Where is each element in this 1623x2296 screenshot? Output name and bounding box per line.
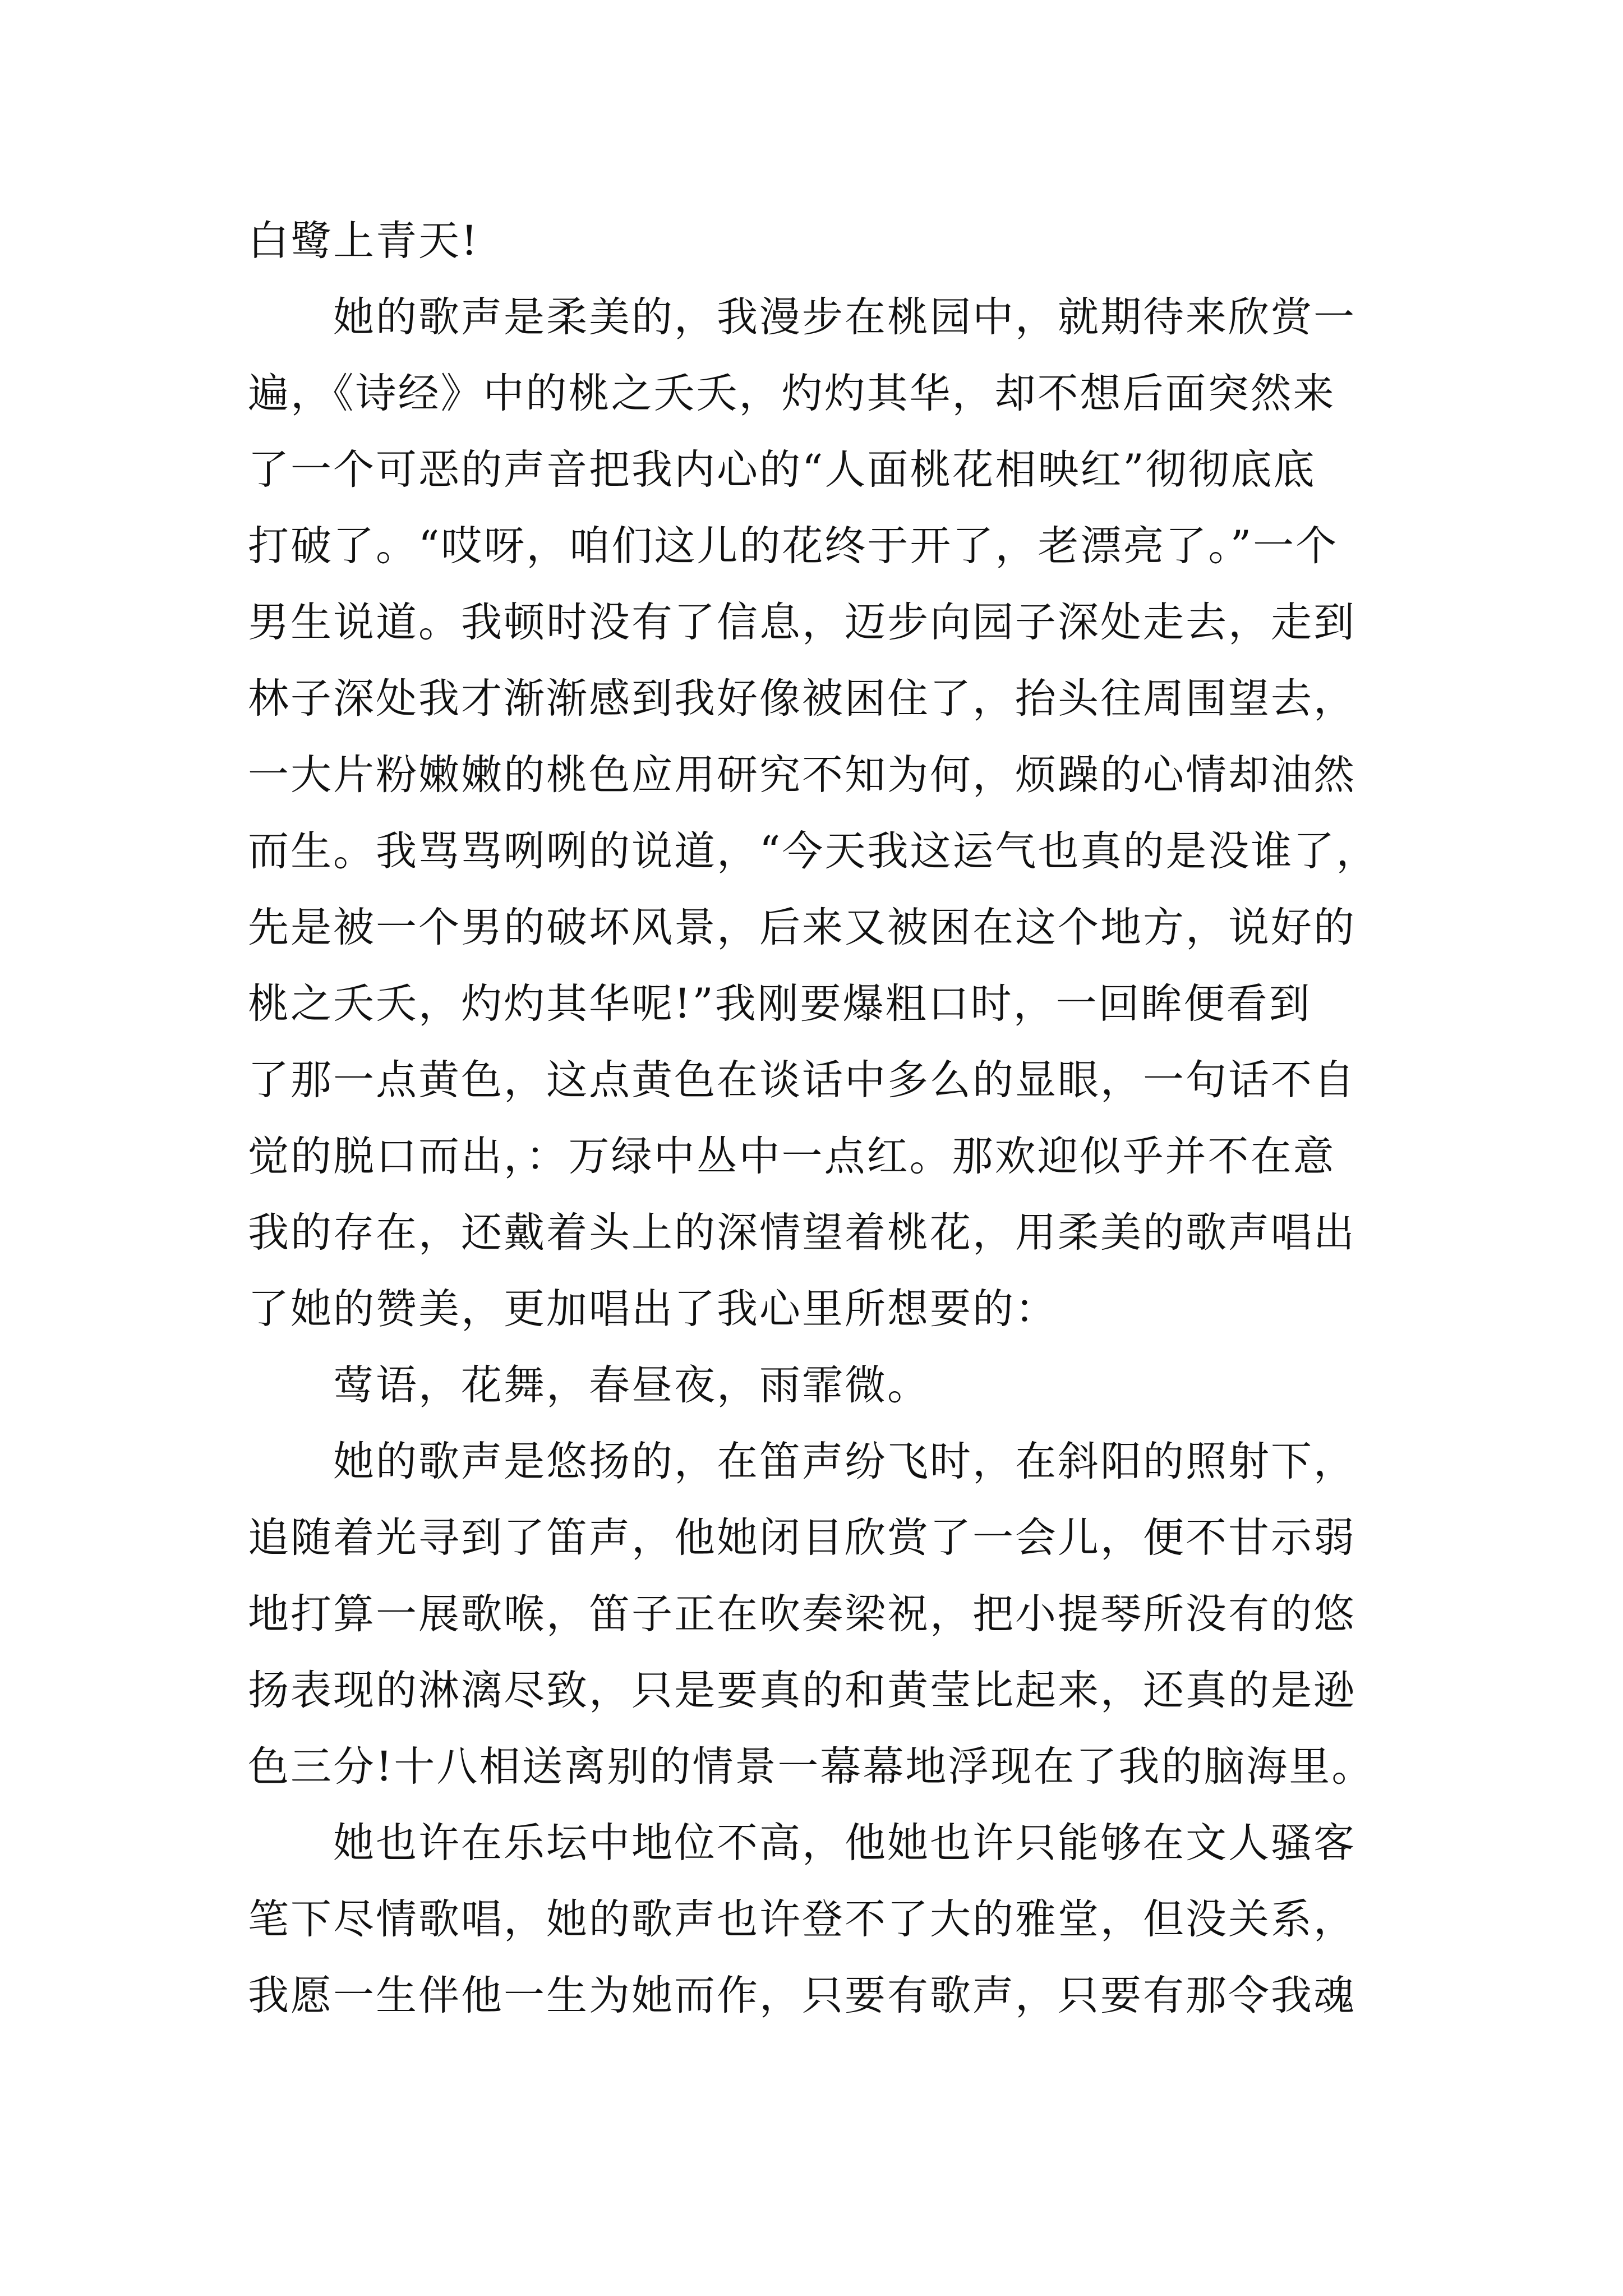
text-line: 打破了。“哎呀，咱们这儿的花终于开了，老漂亮了。”一个 — [248, 522, 1339, 570]
text-line: 她的歌声是悠扬的，在笛声纷飞时，在斜阳的照射下， — [248, 1438, 1356, 1485]
text-line: 了她的赞美，更加唱出了我心里所想要的： — [248, 1285, 1058, 1333]
text-line: 我的存在，还戴着头上的深情望着桃花，用柔美的歌声唱出 — [248, 1209, 1356, 1257]
text-line: 林子深处我才渐渐感到我好像被困住了，抬头往周围望去， — [248, 675, 1356, 723]
text-line: 她的歌声是柔美的，我漫步在桃园中，就期待来欣赏一 — [248, 293, 1356, 341]
document-body — [248, 203, 1392, 2034]
text-line: 觉的脱口而出，：万绿中丛中一点红。那欢迎似乎并不在意 — [248, 1133, 1336, 1180]
text-line: 地打算一展歌喉，笛子正在吹奏梁祝，把小提琴所没有的悠 — [248, 1590, 1356, 1638]
text-line: 先是被一个男的破坏风景，后来又被困在这个地方，说好的 — [248, 904, 1356, 951]
text-line: 遍，《诗经》中的桃之夭夭，灼灼其华，却不想后面突然来 — [248, 370, 1336, 417]
text-line: 我愿一生伴他一生为她而作，只要有歌声，只要有那令我魂 — [248, 1972, 1356, 2019]
text-line: 色三分!十八相送离别的情景一幕幕地浮现在了我的脑海里。 — [248, 1743, 1375, 1791]
text-line: 一大片粉嫩嫩的桃色应用研究不知为何，烦躁的心情却油然 — [248, 751, 1356, 799]
text-line: 白鹭上青天! — [248, 217, 479, 265]
text-line: 追随着光寻到了笛声，他她闭目欣赏了一会儿，便不甘示弱 — [248, 1514, 1356, 1562]
text-line: 了一个可恶的声音把我内心的“人面桃花相映红”彻彻底底 — [248, 446, 1316, 494]
text-line: 而生。我骂骂咧咧的说道，“今天我这运气也真的是没谁了， — [248, 827, 1379, 875]
text-line: 了那一点黄色，这点黄色在谈话中多么的显眼，一句话不自 — [248, 1056, 1356, 1104]
text-line: 她也许在乐坛中地位不高，他她也许只能够在文人骚客 — [248, 1819, 1356, 1867]
text-line: 扬表现的淋漓尽致，只是要真的和黄莹比起来，还真的是逊 — [248, 1667, 1356, 1714]
text-line: 莺语，花舞，春昼夜，雨霏微。 — [248, 1361, 930, 1409]
text-line: 笔下尽情歌唱，她的歌声也许登不了大的雅堂，但没关系， — [248, 1895, 1356, 1943]
text-line: 桃之夭夭，灼灼其华呢!”我刚要爆粗口时，一回眸便看到 — [248, 980, 1312, 1028]
text-line: 男生说道。我顿时没有了信息，迈步向园子深处走去，走到 — [248, 599, 1356, 646]
